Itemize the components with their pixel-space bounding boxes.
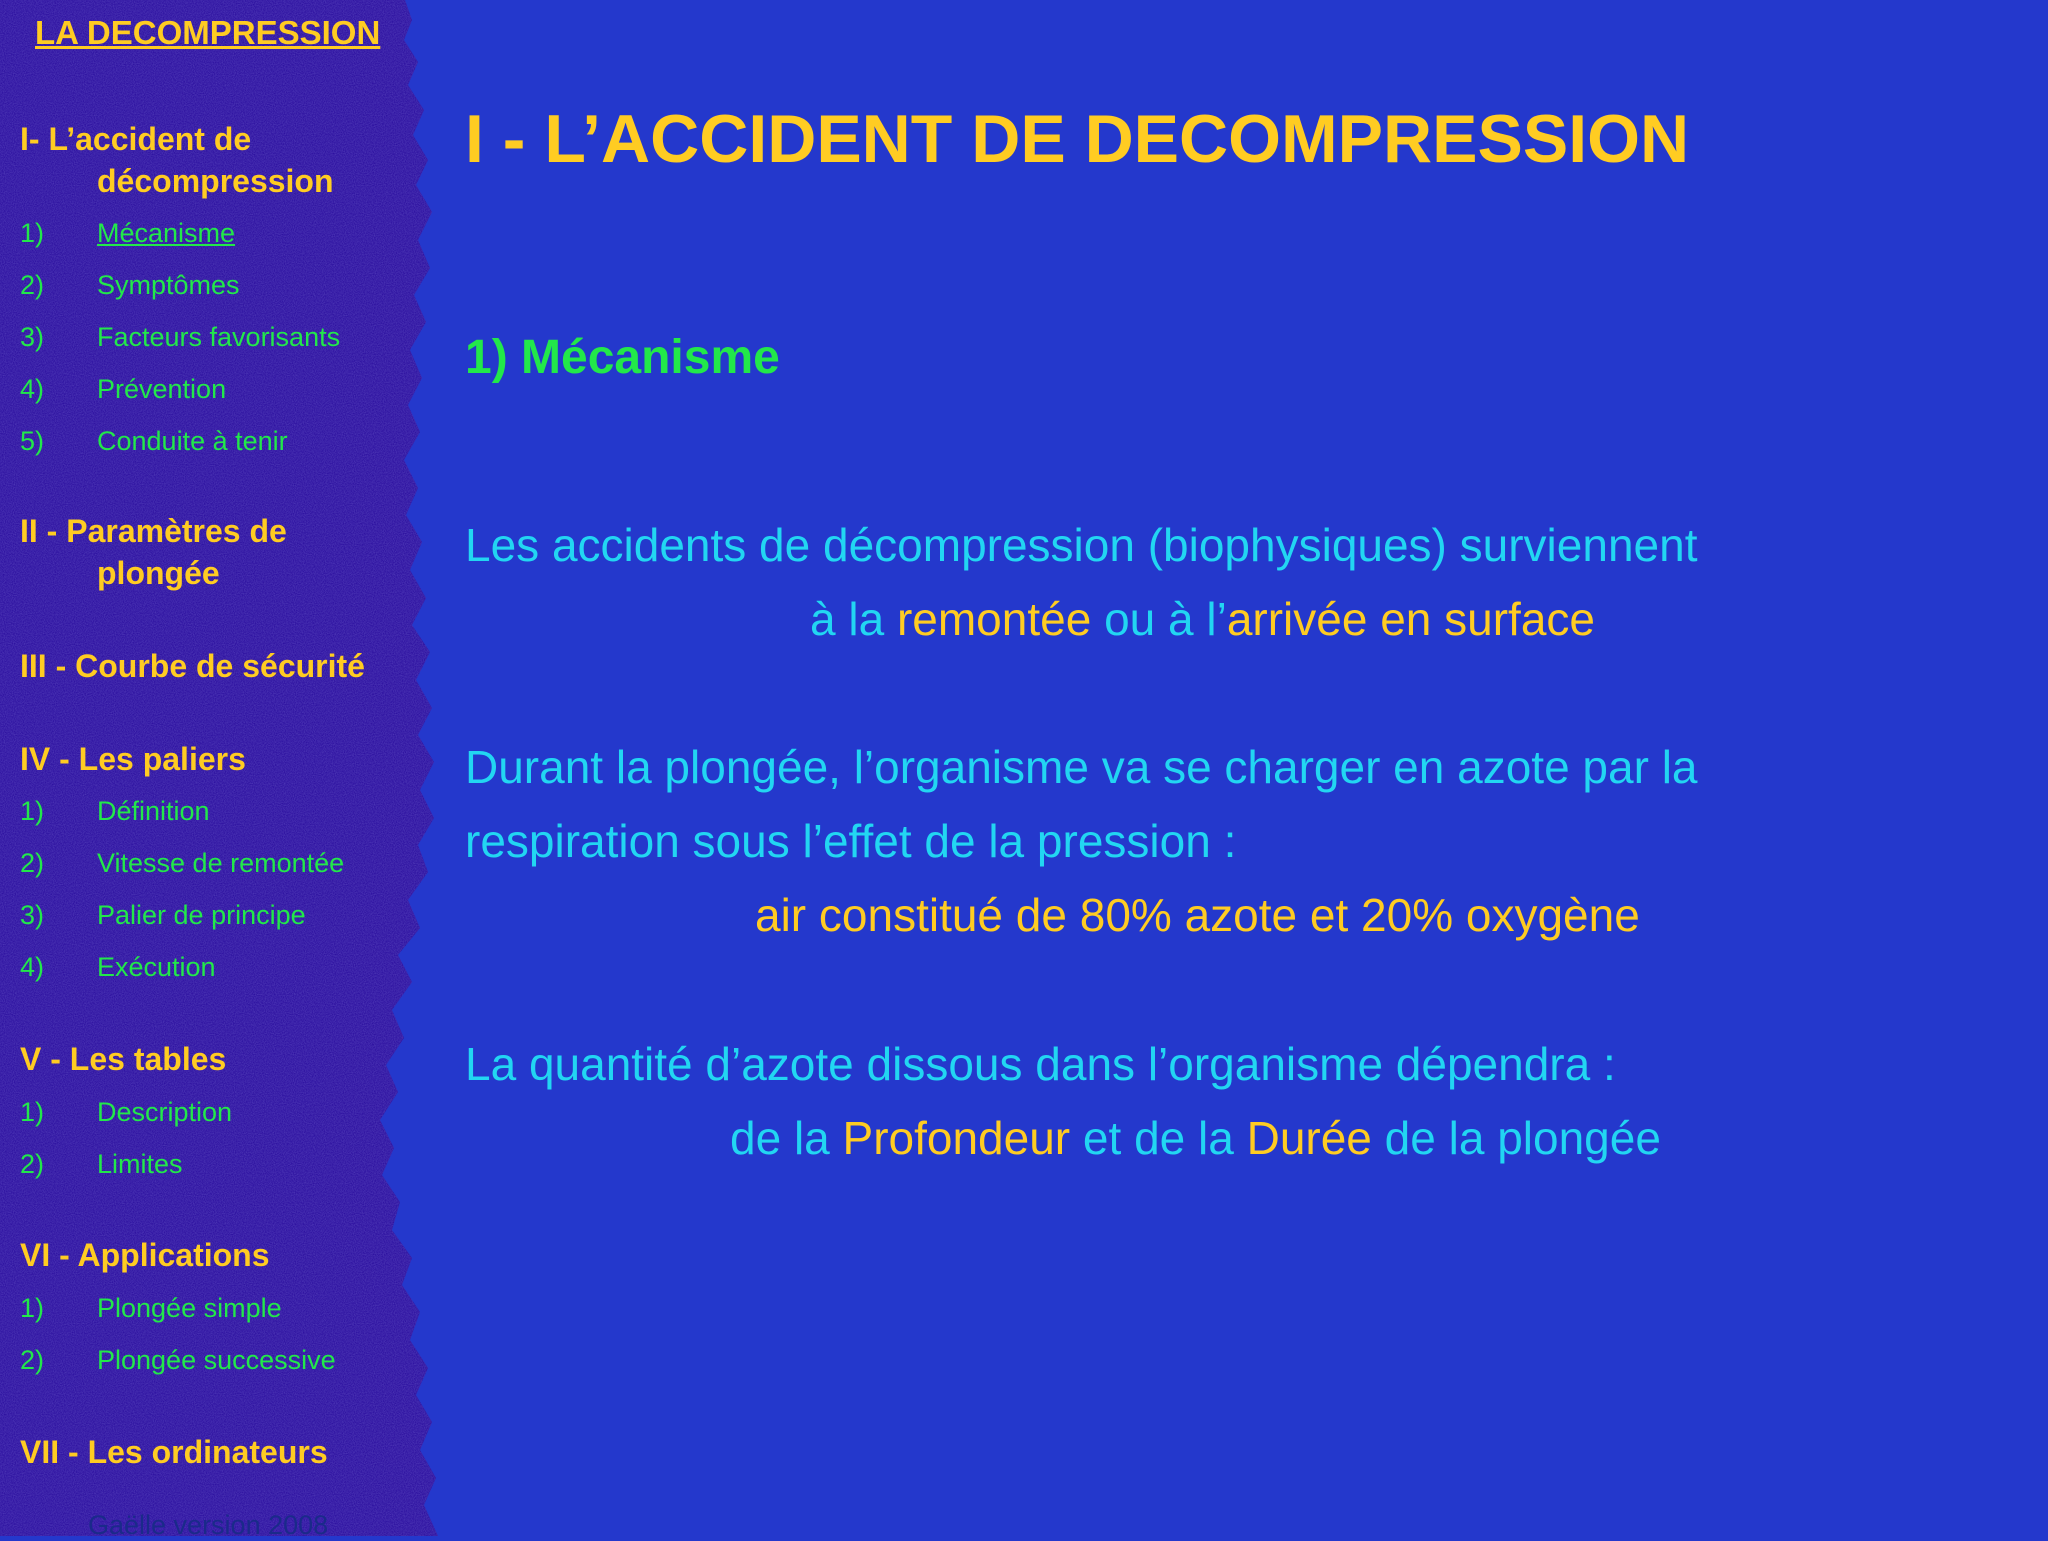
sidebar-item-label: Description (97, 1097, 233, 1127)
sidebar-section-label-continued: plongée (97, 555, 220, 591)
section-subtitle: 1) Mécanisme (465, 331, 780, 384)
highlight-profondeur: Profondeur (842, 1112, 1071, 1164)
paragraph-3-line-2 (730, 1101, 1661, 1175)
text-span: et de la (1070, 1112, 1247, 1164)
sidebar-navigation (0, 0, 420, 1540)
sidebar-section-label: VI - Applications (20, 1237, 270, 1273)
main-content (465, 0, 2025, 1536)
sidebar-item[interactable] (20, 794, 210, 828)
sidebar-item[interactable] (20, 216, 235, 250)
paragraph-1-line-1: Les accidents de décompression (biophysiques) surviennent (465, 519, 1698, 571)
sidebar-item[interactable] (20, 1147, 183, 1181)
text-span: ou à l’ (1091, 593, 1227, 645)
highlight-arrivee: arrivée en surface (1226, 593, 1596, 645)
sidebar-item-number: 2) (20, 1345, 45, 1375)
sidebar-item-label: Vitesse de remontée (97, 848, 345, 878)
sidebar-section-1[interactable] (20, 118, 400, 202)
sidebar-item[interactable] (20, 424, 288, 458)
sidebar-item[interactable] (20, 846, 344, 880)
sidebar-item-number: 1) (20, 1097, 45, 1127)
sidebar-item-label: Définition (97, 796, 210, 826)
sidebar-item[interactable] (20, 320, 340, 354)
sidebar-item[interactable] (20, 372, 226, 406)
highlight-remontee: remontée (896, 593, 1092, 645)
sidebar-section-7[interactable] (20, 1431, 400, 1473)
text-span: à la (810, 593, 897, 645)
highlight-duree: Durée (1246, 1112, 1372, 1164)
version-label: Gaëlle version 2008 (88, 1510, 329, 1540)
sidebar-section-2[interactable] (20, 510, 400, 594)
sidebar-item-number: 2) (20, 848, 45, 878)
sidebar-section-label: V - Les tables (20, 1041, 227, 1077)
sidebar-section-4[interactable] (20, 738, 400, 780)
paragraph-2-line-3: air constitué de 80% azote et 20% oxygène (755, 889, 1640, 941)
sidebar-item-label: Plongée successive (97, 1345, 336, 1375)
sidebar-item-number: 1) (20, 1293, 45, 1323)
sidebar-item-label: Exécution (97, 952, 216, 982)
sidebar-section-label: I- L’accident de (20, 121, 252, 157)
sidebar-item-number: 3) (20, 322, 45, 352)
sidebar-item[interactable] (20, 1291, 282, 1325)
sidebar-section-label: VII - Les ordinateurs (20, 1434, 328, 1470)
sidebar-item-label: Palier de principe (97, 900, 306, 930)
sidebar-section-6[interactable] (20, 1234, 400, 1276)
sidebar-item-number: 3) (20, 900, 45, 930)
sidebar-item[interactable] (20, 1343, 336, 1377)
sidebar-item[interactable] (20, 950, 216, 984)
text-span: de la (730, 1112, 843, 1164)
paragraph-1-line-2 (810, 582, 1595, 656)
slide-title: I - L’ACCIDENT DE DECOMPRESSION (465, 101, 1690, 177)
sidebar-item-label: Conduite à tenir (97, 426, 288, 456)
sidebar-item-number: 1) (20, 796, 45, 826)
sidebar-section-3[interactable] (20, 645, 400, 687)
sidebar-item-number: 4) (20, 374, 45, 404)
sidebar-item-number: 1) (20, 218, 45, 248)
paragraph-2-line-1: Durant la plongée, l’organisme va se charger en azote par la (465, 741, 1698, 793)
sidebar-section-label: III - Courbe de sécurité (20, 648, 365, 684)
sidebar-section-label: II - Paramètres de (20, 513, 287, 549)
sidebar-item-label: Limites (97, 1149, 183, 1179)
sidebar-item-number: 2) (20, 270, 45, 300)
document-title-link[interactable]: LA DECOMPRESSION (35, 14, 381, 51)
text-span: de la plongée (1371, 1112, 1661, 1164)
sidebar-item-label: Facteurs favorisants (97, 322, 341, 352)
sidebar-item[interactable] (20, 898, 306, 932)
sidebar-section-label-continued: décompression (97, 163, 334, 199)
sidebar-section-5[interactable] (20, 1038, 400, 1080)
sidebar-item-label: Prévention (97, 374, 227, 404)
sidebar-section-label: IV - Les paliers (20, 741, 246, 777)
sidebar-item-label: Plongée simple (97, 1293, 282, 1323)
sidebar-item[interactable] (20, 1095, 232, 1129)
sidebar-item-number: 2) (20, 1149, 45, 1179)
sidebar-item[interactable] (20, 268, 240, 302)
sidebar-item-label: Mécanisme (97, 218, 236, 248)
paragraph-3-line-1: La quantité d’azote dissous dans l’organisme dépendra : (465, 1038, 1616, 1090)
paragraph-2-line-2: respiration sous l’effet de la pression : (465, 815, 1237, 867)
sidebar-item-number: 5) (20, 426, 45, 456)
sidebar-item-number: 4) (20, 952, 45, 982)
sidebar-item-label: Symptômes (97, 270, 240, 300)
